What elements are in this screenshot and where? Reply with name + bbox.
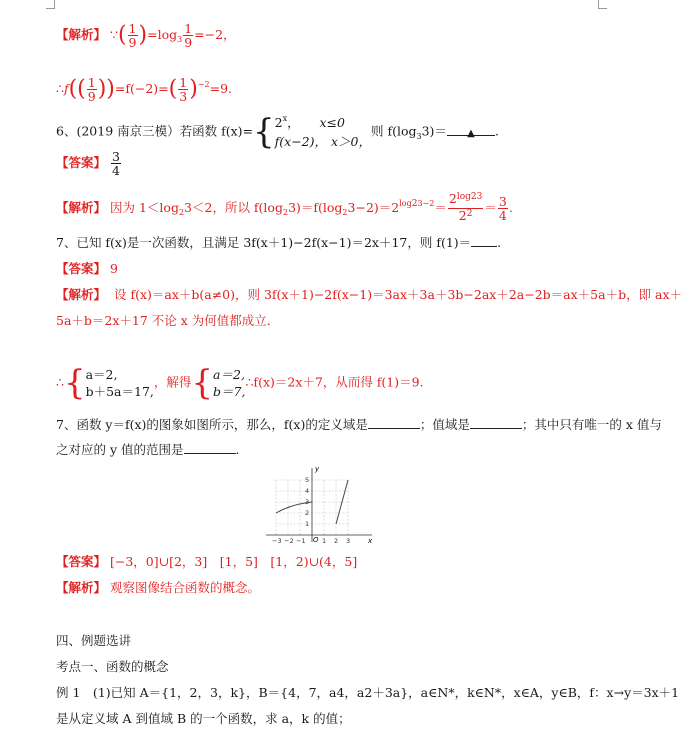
y-tick-label: 3 (305, 498, 310, 506)
function-graph (262, 462, 378, 548)
example-1-line-1: 例 1 (1)已知 A＝{1，2，3，k}，B＝{4，7，a4，a2＋3a}，a∈N*，k∈N*，x∈A，y∈B，f：x→y＝3x＋1 (56, 685, 680, 700)
y-tick-label: 5 (305, 476, 310, 484)
y-axis-label: y (315, 465, 320, 473)
x-tick-label: 1 (322, 537, 327, 545)
question-7b-line-2: 之对应的 y 值的范围是 . (56, 442, 240, 457)
because-symbol: ∵ (110, 27, 118, 42)
answer-blank (470, 416, 522, 429)
y-tick-label: 1 (305, 520, 310, 528)
y-tick-label: 4 (305, 487, 310, 495)
fraction: $\frac{1}{9}$ (87, 75, 96, 104)
point-title: 考点一、函数的概念 (56, 659, 169, 674)
solution-system: ∴{a＝2, b＋5a＝17,，解得{a＝2, b＝7,∴f(x)＝2x＋7，从而得 f(1)＝9. (56, 363, 424, 403)
question-7b-line-1: 7、函数 y＝f(x)的图象如图所示，那么，f(x)的定义域是 ；值域是 ；其中只有唯一的 x 值与 (56, 417, 662, 432)
x-tick-label: −3 (272, 537, 282, 545)
answer-7a: 【答案】 9 (56, 261, 118, 276)
answer-blank (184, 441, 236, 454)
answer-6: 【答案】 $\frac{3}{4}$ (56, 149, 120, 178)
answer-blank (368, 416, 420, 429)
question-7a: 7、已知 f(x)是一次函数，且满足 3f(x＋1)−2f(x−1)＝2x＋17，则 f(1)＝ . (56, 235, 502, 250)
fraction: $\frac{1}{3}$ (179, 75, 188, 104)
page-corner-mark-left (46, 0, 55, 9)
page-corner-mark-right (598, 0, 607, 9)
question-6: 6、(2019 南京三模）若函数 $f(x)=\{2^x$， x≤0 f(x−2)， x＞0，则 $f(\log_33)=$ ▲ . (56, 112, 499, 152)
solution-line-2: ∴f(( $\frac{1}{9}$ ))=f(−2)=( $\frac{1}{3}$ )$^{-2}$=9. (56, 75, 232, 104)
origin-label: O (313, 536, 319, 544)
x-axis-label: x (368, 537, 373, 545)
fraction: $\frac{3}{4}$ (112, 149, 120, 178)
example-1-line-2: 是从定义域 A 到值域 B 的一个函数，求 a，k 的值； (56, 711, 351, 726)
answer-blank: ▲ (447, 123, 495, 136)
solution-7b: 【解析】 观察图像结合函数的概念。 (56, 580, 261, 595)
analysis-tag: 【解析】 (56, 27, 107, 42)
x-tick-label: −2 (284, 537, 294, 545)
fraction: $\frac{3}{4}$ (498, 194, 507, 223)
piecewise: 2$^x$， x≤0 f(x−2)， x＞0， (274, 114, 371, 149)
fraction: $\frac{1}{9}$ (128, 21, 137, 50)
answer-blank (471, 234, 497, 247)
solution-line-1: 【解析】 ∵( $\frac{1}{9}$ )$=\log_3$ $\frac{1}{9}$ =−2， (56, 21, 236, 50)
x-tick-label: 3 (346, 537, 351, 545)
solution-6: 【解析】 因为 $1<\log_23<2$，所以 $f(\log_23)=f(\log_23-2)=2^{log23-2}=$ $\frac{2^{log23}}{2^2}$ ＝ $\frac{3}{4}$ . (56, 191, 513, 223)
x-tick-label: 2 (334, 537, 339, 545)
answer-7b: 【答案】 [−3，0]∪[2，3] [1，5] [1，2)∪(4，5] (56, 554, 358, 569)
section-title: 四、例题选讲 (56, 633, 132, 648)
fraction: $\frac{1}{9}$ (184, 21, 193, 50)
fraction: $\frac{2^{log23}}{2^2}$ (448, 191, 483, 223)
solution-7a-line-2: 5a＋b＝2x＋17 不论 x 为何值都成立． (56, 313, 280, 328)
solution-7a-line-1: 【解析】 设 f(x)＝ax＋b(a≠0)，则 3f(x＋1)−2f(x−1)＝3ax＋3a＋3b−2ax＋2a−2b＝ax＋5a＋b，即 ax＋ (56, 287, 682, 302)
y-tick-label: 2 (305, 509, 310, 517)
x-tick-label: −1 (296, 537, 306, 545)
